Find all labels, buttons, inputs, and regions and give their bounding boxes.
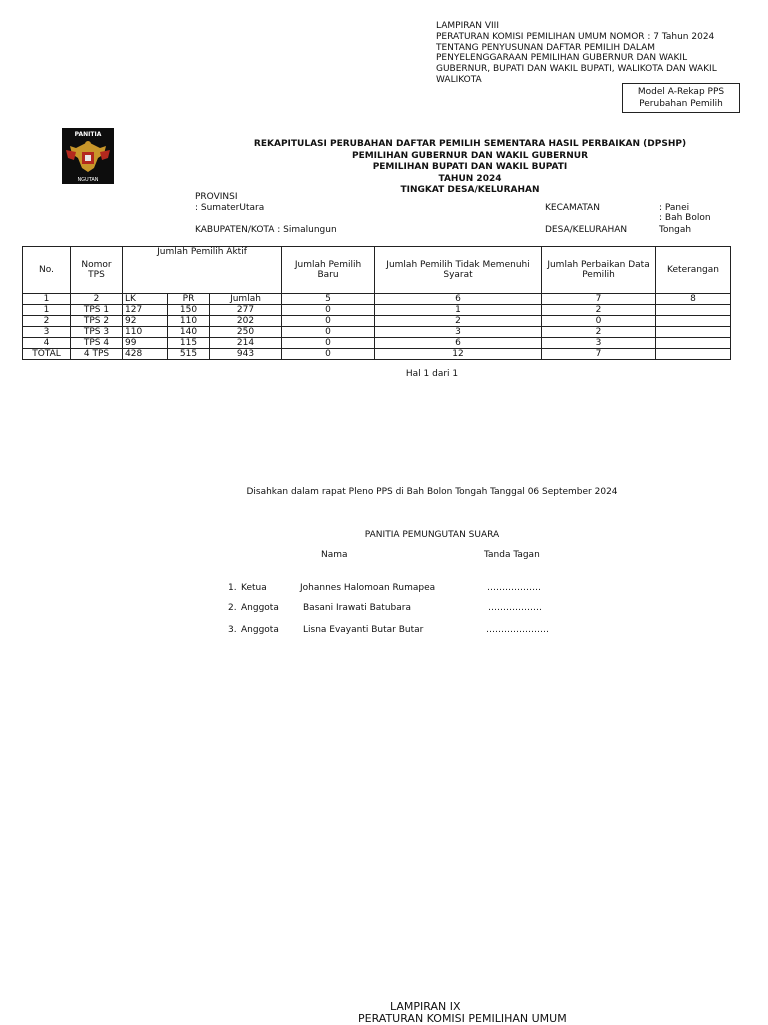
next-lampiran-line: LAMPIRAN IX [390, 1000, 461, 1013]
table-cell: 2 [375, 316, 542, 327]
total-tps: 4 TPS [71, 349, 123, 360]
rekap-table [22, 246, 731, 360]
total-perbaikan: 7 [542, 349, 656, 360]
table-cell: 140 [168, 327, 210, 338]
table-cell: 277 [210, 305, 282, 316]
member-role: Ketua [241, 583, 267, 593]
model-line: Model A-Rekap PPS [637, 87, 725, 97]
table-cell: 2 [542, 305, 656, 316]
table-cell [656, 316, 731, 327]
desa-label: DESA/KELURAHAN [545, 225, 628, 235]
table-body [23, 305, 731, 349]
provinsi-value: : SumaterUtara [195, 203, 265, 213]
lampiran-line: TENTANG PENYUSUNAN DAFTAR PEMILIH DALAM [436, 42, 656, 53]
header-perbaikan: Jumlah Perbaikan Data Pemilih [542, 247, 656, 294]
table-cell [656, 305, 731, 316]
total-label: TOTAL [23, 349, 71, 360]
title-line: TAHUN 2024 [438, 173, 502, 184]
lampiran-line: PERATURAN KOMISI PEMILIHAN UMUM NOMOR : 7 Tahun 2024 [436, 31, 715, 42]
table-cell: 3 [542, 338, 656, 349]
table-cell: 99 [123, 338, 168, 349]
member-signature: ……………… [488, 603, 542, 613]
num-cell: LK [123, 294, 168, 305]
table-cell: 115 [168, 338, 210, 349]
lampiran-line: GUBERNUR, BUPATI DAN WAKIL BUPATI, WALIKOTA DAN WAKIL [436, 64, 717, 75]
member-signature: ………………… [486, 625, 549, 635]
lampiran-header [436, 21, 756, 86]
num-cell: 7 [542, 294, 656, 305]
numbering-row [23, 294, 731, 305]
table-cell: 3 [23, 327, 71, 338]
title-line: TINGKAT DESA/KELURAHAN [400, 185, 540, 195]
total-keterangan [656, 349, 731, 360]
logo-top-text: PANITIA [74, 131, 102, 138]
total-tms: 12 [375, 349, 542, 360]
desa-value: : Bah Bolon [659, 213, 711, 223]
header-jumlah-aktif: Jumlah Pemilih Aktif [123, 247, 282, 294]
num-cell: 1 [23, 294, 71, 305]
title-line: REKAPITULASI PERUBAHAN DAFTAR PEMILIH SEMENTARA HASIL PERBAIKAN (DPSHP) [253, 139, 687, 149]
member-num: 3. [228, 625, 237, 635]
lampiran-line: PENYELENGGARAAN PEMILIHAN GUBERNUR DAN WAKIL [436, 53, 688, 64]
total-jumlah: 943 [210, 349, 282, 360]
total-pr: 515 [168, 349, 210, 360]
table-cell: 150 [168, 305, 210, 316]
num-cell: 2 [71, 294, 123, 305]
provinsi-label: PROVINSI [195, 192, 238, 202]
member-name: Lisna Evayanti Butar Butar [303, 625, 424, 635]
header-pemilih-baru: Jumlah Pemilih Baru [282, 247, 375, 294]
header-tms: Jumlah Pemilih Tidak Memenuhi Syarat [375, 247, 542, 294]
table-cell: 1 [375, 305, 542, 316]
table-cell: 214 [210, 338, 282, 349]
num-cell: 8 [656, 294, 731, 305]
table-cell: 92 [123, 316, 168, 327]
table-cell: 6 [375, 338, 542, 349]
table-cell: TPS 2 [71, 316, 123, 327]
member-role: Anggota [241, 625, 279, 635]
member-role: Anggota [241, 603, 279, 613]
panitia-title: PANITIA PEMUNGUTAN SUARA [364, 530, 500, 540]
member-name: Johannes Halomoan Rumapea [300, 583, 436, 593]
table-cell: 4 [23, 338, 71, 349]
table-header-row [23, 247, 731, 294]
kecamatan-label: KECAMATAN [545, 203, 600, 213]
num-cell: 6 [375, 294, 542, 305]
model-line: Perubahan Pemilih [639, 99, 723, 109]
num-cell: PR [168, 294, 210, 305]
member-name: Basani Irawati Batubara [303, 603, 411, 613]
kabupaten-info: KABUPATEN/KOTA : Simalungun [195, 225, 337, 235]
lampiran-line: LAMPIRAN VIII [436, 21, 499, 31]
table-cell: 0 [282, 305, 375, 316]
num-cell: 5 [282, 294, 375, 305]
disahkan-text: Disahkan dalam rapat Pleno PPS di Bah Bolon Tongah Tanggal 06 September 2024 [246, 487, 618, 497]
member-num: 1. [228, 583, 237, 593]
table-cell: 0 [282, 338, 375, 349]
table-cell: 110 [123, 327, 168, 338]
table-cell: 0 [542, 316, 656, 327]
total-lk: 428 [123, 349, 168, 360]
title-line: PEMILIHAN GUBERNUR DAN WAKIL GUBERNUR [351, 150, 589, 161]
table-row [23, 327, 731, 338]
table-cell: 2 [542, 327, 656, 338]
table-cell: 0 [282, 327, 375, 338]
desa-value-cont: Tongah [659, 225, 692, 235]
table-cell: 0 [282, 316, 375, 327]
header-keterangan: Keterangan [656, 247, 731, 294]
page-info: Hal 1 dari 1 [405, 369, 459, 379]
table-cell [656, 338, 731, 349]
header-nomor-tps: Nomor TPS [71, 247, 123, 294]
col-ttd-label: Tanda Tagan [484, 550, 540, 560]
garuda-emblem-icon [62, 128, 114, 184]
table-cell [656, 327, 731, 338]
total-baru: 0 [282, 349, 375, 360]
kecamatan-value: : Panei [659, 203, 690, 213]
table-cell: 202 [210, 316, 282, 327]
table-cell: 127 [123, 305, 168, 316]
table-cell: 2 [23, 316, 71, 327]
model-box [622, 83, 740, 113]
next-page-header [358, 1001, 567, 1025]
num-cell: Jumlah [210, 294, 282, 305]
title-line: PEMILIHAN BUPATI DAN WAKIL BUPATI [372, 162, 568, 172]
table-row [23, 338, 731, 349]
table-cell: TPS 3 [71, 327, 123, 338]
member-signature: ……………… [487, 583, 541, 593]
col-nama-label: Nama [321, 550, 348, 560]
kpu-logo [62, 128, 114, 184]
member-num: 2. [228, 603, 237, 613]
table-cell: 110 [168, 316, 210, 327]
total-row [23, 349, 731, 360]
header-no: No. [23, 247, 71, 294]
table-cell: 3 [375, 327, 542, 338]
logo-bottom-text: NGUTAN [77, 177, 99, 183]
table-row [23, 305, 731, 316]
table-cell: TPS 1 [71, 305, 123, 316]
table-cell: 250 [210, 327, 282, 338]
next-lampiran-line: PERATURAN KOMISI PEMILIHAN UMUM [358, 1012, 567, 1025]
lampiran-line: WALIKOTA [436, 74, 482, 85]
document-title [200, 139, 740, 197]
table-cell: TPS 4 [71, 338, 123, 349]
table-row [23, 316, 731, 327]
table-cell: 1 [23, 305, 71, 316]
